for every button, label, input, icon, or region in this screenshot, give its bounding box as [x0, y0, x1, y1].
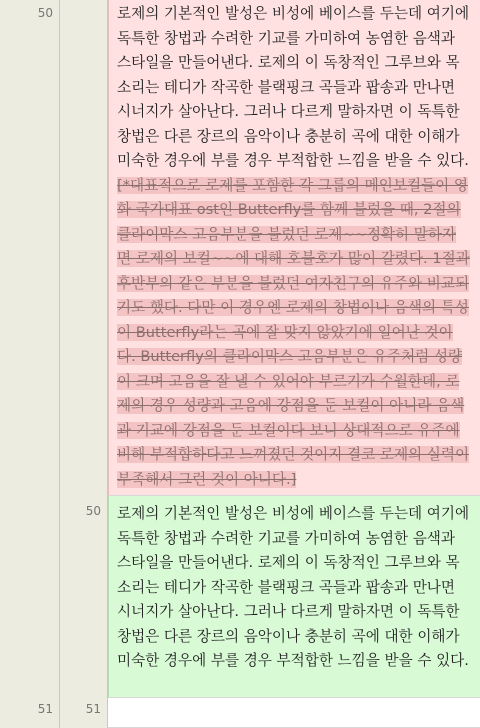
added-line-content: [108, 496, 480, 698]
deleted-text: 로제의 기본적인 발성은 비성에 베이스를 두는데 여기에 독특한 창법과 수려한 기교를 가미하여 농염한 음색과 스타일을 만들어낸다. 로제의 이 독창적인 그루브와 목소리는 테디가 작곡한 블랙핑크 곡들과 팝송과 만나면 시너지가 살아난다. 그러나 다르게 말하자면 이 독특한 창법은 다른 장르의 음악이나 충분히 곡에 대한 이해가 미숙한 경우에 부를 경우 부적합한 느낌을 받을 수 있다.: [117, 5, 470, 169]
diff-row-context: [0, 698, 480, 728]
left-line-number: 51: [0, 698, 60, 728]
right-line-number: 51: [60, 698, 108, 728]
left-line-number: 50: [0, 0, 60, 496]
context-line-content: [108, 698, 480, 728]
removed-footnote: [*대표적으로 로제를 포함한 각 그룹의 메인보컬들이 영화 국가대표 ost인 Butterfly를 함께 불렀을 때, 2절의 클라이막스 고음부분을 불렀던 로제~~정확히 말하자면 로제의 보컬~~에 대해 호불호가 많이 갈렸다. 1절과 후반부의 같은 부분을 불렀던 여자친구의 유주와 비교되기도 했다. 다만 이 경우엔 로제의 창법이나 음색의 특성이 Butterfly라는 곡에 잘 맞지 않았기에 일어난 것이다. Butterfly의 클라이막스 고음부분은 유주처럼 성량이 크며 고음을 잘 낼 수 있어야 부르기가 수월한데, 로제의 경우 성량과 고음에 강점을 둔 보컬이 아니라 음색과 기교에 강점을 둔 보컬이다 보니 상대적으로 유주에 비해 부적합하다고 느껴졌던 것이지 결코 로제의 실력이 부족해서 그런 것이 아니다.]: [117, 176, 470, 488]
deleted-line-content: [108, 0, 480, 496]
left-line-number: [0, 496, 60, 698]
added-text: 로제의 기본적인 발성은 비성에 베이스를 두는데 여기에 독특한 창법과 수려한 기교를 가미하여 농염한 음색과 스타일을 만들어낸다. 로제의 이 독창적인 그루브와 목소리는 테디가 작곡한 블랙핑크 곡들과 팝송과 만나면 시너지가 살아난다. 그러나 다르게 말하자면 이 독특한 창법은 다른 장르의 음악이나 충분히 곡에 대한 이해가 미숙한 경우에 부를 경우 부적합한 느낌을 받을 수 있다.: [117, 505, 470, 669]
right-line-number: [60, 0, 108, 496]
diff-row-added: [0, 496, 480, 698]
right-line-number: 50: [60, 496, 108, 698]
